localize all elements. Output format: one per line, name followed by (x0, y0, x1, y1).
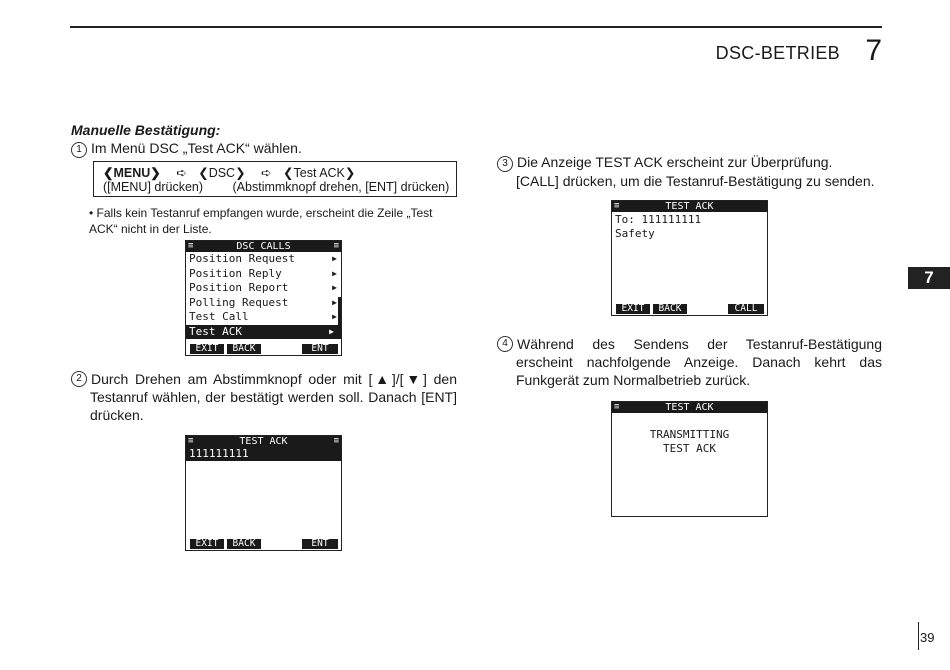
scrollbar[interactable] (338, 297, 341, 339)
step-2-number: 2 (71, 371, 87, 387)
test-ack-item: ❮Test ACK❯ (283, 166, 356, 180)
list-item[interactable]: Position Request ▶ (189, 252, 337, 265)
page-number: 39 (920, 630, 935, 645)
list-item[interactable]: Position Report ▶ (189, 281, 337, 294)
header-rule (70, 26, 882, 28)
screen-title: TEST ACK (665, 201, 714, 212)
recipient-id: To: 111111111 (615, 213, 702, 226)
chapter-title: DSC-BETRIEB (715, 43, 840, 63)
menu-icon: ≡ (188, 436, 194, 446)
call-category: Safety (615, 227, 655, 240)
chevron-right-icon: ▶ (329, 326, 334, 336)
chapter-number: 7 (865, 34, 882, 67)
chapter-side-tab: 7 (908, 267, 950, 289)
screen-title-bar (612, 402, 767, 413)
transmitting-message (612, 428, 767, 456)
page-number-rule (918, 622, 919, 650)
screen-title: TEST ACK (665, 402, 714, 413)
list-item[interactable]: Position Reply ▶ (189, 266, 337, 280)
step-1 (71, 139, 302, 158)
step-1-text: Im Menü DSC „Test ACK“ wählen. (91, 140, 302, 156)
transmitting-screen (611, 401, 768, 517)
menu-icon: ≡ (614, 402, 620, 412)
screen-title-bar (612, 201, 767, 212)
step-2 (71, 370, 457, 424)
menu-path-row (103, 165, 355, 180)
chevron-right-icon: ▶ (332, 297, 337, 307)
screen-title: TEST ACK (239, 436, 288, 447)
ent-softkey[interactable]: ENT (302, 539, 338, 549)
menu-icon: ≡ (333, 436, 339, 446)
step-4-text: Während des Sendens der Testanruf-Bestätigung erscheint nachfolgende Anzeige. Danach kehrt das Funkgerät zum Normalbetrieb zurück. (516, 336, 882, 388)
step-2-text: Durch Drehen am Abstimmknopf oder mit [▲]/[▼] den Testanruf wählen, der bestätigt werden soll. Danach [ENT] drücken. (90, 371, 457, 423)
back-softkey[interactable]: BACK (227, 539, 261, 549)
step-3-line2: [CALL] drücken, um die Testanruf-Bestätigung zu senden. (516, 173, 875, 189)
back-softkey[interactable]: BACK (227, 344, 261, 354)
step-4-number: 4 (497, 336, 513, 352)
exit-softkey[interactable]: EXIT (190, 539, 224, 549)
step-3 (497, 153, 883, 190)
chevron-right-icon: ▶ (332, 283, 337, 292)
transmitting-line: TRANSMITTING (649, 428, 730, 441)
call-softkey[interactable]: CALL (728, 304, 764, 314)
list-item-selected[interactable]: Test ACK ▶ (186, 325, 338, 339)
bullet-note: • Falls kein Testanruf empfangen wurde, erscheint die Zeile „Test ACK“ nicht in der Liste. (89, 206, 433, 236)
chevron-right-icon: ▶ (332, 254, 337, 263)
ent-softkey[interactable]: ENT (302, 344, 338, 354)
list-item[interactable]: Polling Request ▶ (189, 295, 337, 309)
list-item[interactable]: Test Call ▶ (189, 310, 337, 323)
path-arrow-icon: ➪ (261, 166, 272, 180)
step-1-number: 1 (71, 142, 87, 158)
menu-icon: ≡ (333, 241, 339, 251)
exit-softkey[interactable]: EXIT (190, 344, 224, 354)
exit-softkey[interactable]: EXIT (616, 304, 650, 314)
menu-path-box (93, 161, 457, 197)
knob-note: (Abstimmknopf drehen, [ENT] drücken) (232, 180, 450, 194)
step-4 (497, 335, 882, 389)
test-ack-list-screen (185, 435, 342, 551)
screen-title-bar (186, 436, 341, 447)
menu-icon: ≡ (188, 241, 194, 251)
step-3-line1: Die Anzeige TEST ACK erscheint zur Überprüfung. (517, 154, 833, 170)
menu-key: ❮MENU❯ (103, 166, 161, 180)
dsc-calls-screen (185, 240, 342, 356)
dsc-item: ❮DSC❯ (198, 166, 246, 180)
chevron-right-icon: ▶ (332, 312, 337, 321)
back-softkey[interactable]: BACK (653, 304, 687, 314)
transmitting-subline: TEST ACK (663, 442, 716, 455)
list-item-selected[interactable]: 111111111 (186, 447, 341, 461)
path-arrow-icon: ➪ (176, 166, 187, 180)
section-title: Manuelle Bestätigung: (71, 122, 221, 138)
step-3-number: 3 (497, 156, 513, 172)
menu-path-notes (103, 180, 449, 194)
screen-title-bar (186, 241, 341, 252)
screen-title: DSC CALLS (236, 241, 291, 252)
menu-icon: ≡ (614, 201, 620, 211)
chevron-right-icon: ▶ (332, 268, 337, 278)
test-ack-confirm-screen (611, 200, 768, 316)
menu-note: ([MENU] drücken) (103, 180, 204, 194)
